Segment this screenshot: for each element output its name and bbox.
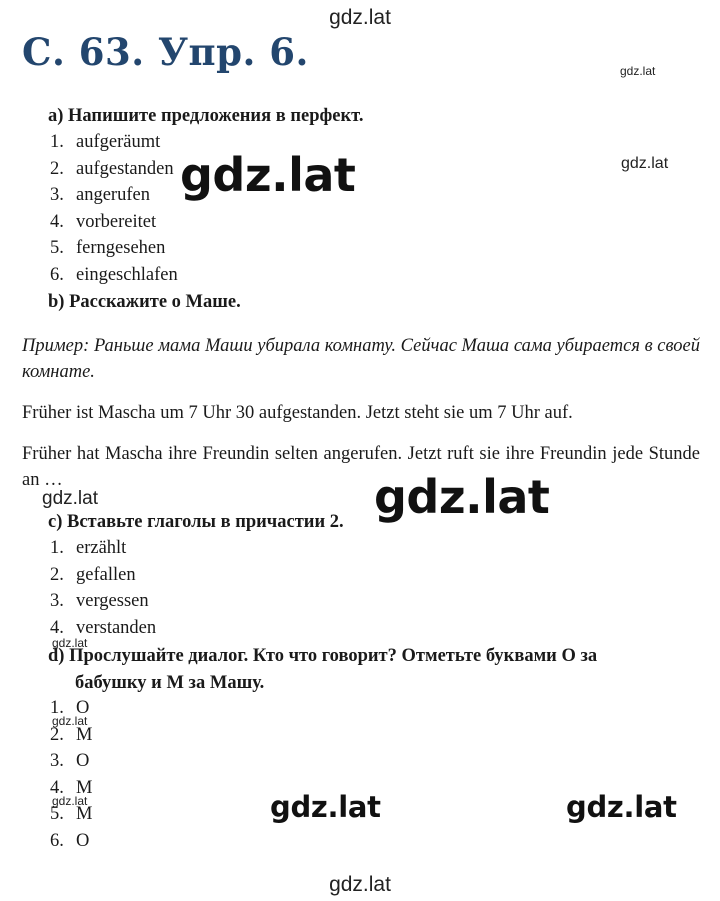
- section-d-item-3: 3. O: [50, 751, 90, 771]
- page-title: С. 63. Упр. 6.: [22, 30, 309, 74]
- item-text: O: [76, 698, 90, 718]
- section-d-heading-line-2: бабушку и М за Машу.: [75, 673, 265, 693]
- answer-paragraph-1: Früher ist Mascha um 7 Uhr 30 aufgestanden. Jetzt steht sie um 7 Uhr auf.: [22, 403, 573, 423]
- item-text: M: [76, 778, 93, 798]
- section-c-item-1: 1. erzählt: [50, 538, 127, 558]
- section-d-item-4: 4. M: [50, 778, 93, 798]
- watermark-top: gdz.lat: [329, 6, 391, 29]
- section-a-heading: а) Напишите предложения в перфект.: [48, 106, 364, 126]
- section-c-heading: c) Вставьте глаголы в причастии 2.: [48, 512, 344, 532]
- section-a-item-6: 6. eingeschlafen: [50, 265, 178, 285]
- item-text: O: [76, 751, 90, 771]
- watermark-small: gdz.lat: [52, 636, 88, 650]
- item-text: verstanden: [76, 618, 157, 638]
- section-d-heading-line-1: d) Прослушайте диалог. Кто что говорит? Отметьте буквами О за: [48, 646, 598, 666]
- section-c-item-3: 3. vergessen: [50, 591, 149, 611]
- section-a-item-3: 3. angerufen: [50, 185, 150, 205]
- section-a-item-1: 1. aufgeräumt: [50, 132, 161, 152]
- answer-paragraph-2: Früher hat Mascha ihre Freundin selten angerufen. Jetzt ruft sie ihre Freundin jede Stunde an …: [22, 444, 700, 490]
- item-text: aufgestanden: [76, 159, 174, 179]
- section-c-item-4: 4. verstanden: [50, 618, 157, 638]
- watermark-bottom: gdz.lat: [329, 873, 391, 896]
- watermark-small: gdz.lat: [621, 155, 669, 172]
- item-text: vergessen: [76, 591, 149, 611]
- section-d-item-5: 5. M: [50, 804, 93, 824]
- item-text: M: [76, 725, 93, 745]
- item-text: angerufen: [76, 185, 150, 205]
- section-c-item-2: 2. gefallen: [50, 565, 136, 585]
- section-b-heading: b) Расскажите о Маше.: [48, 292, 241, 312]
- watermark-small: gdz.lat: [42, 488, 98, 509]
- watermark-medium: gdz.lat: [566, 790, 677, 824]
- item-text: vorbereitet: [76, 212, 157, 232]
- section-d-item-1: 1. O: [50, 698, 90, 718]
- item-text: gefallen: [76, 565, 136, 585]
- section-a-item-5: 5. ferngesehen: [50, 238, 166, 258]
- item-text: aufgeräumt: [76, 132, 161, 152]
- watermark-small: gdz.lat: [52, 794, 88, 808]
- item-text: O: [76, 831, 90, 851]
- section-d-item-6: 6. O: [50, 831, 90, 851]
- example-text: Пример: Раньше мама Маши убирала комнату. Сейчас Маша сама убирается в своей комнате.: [22, 336, 700, 382]
- watermark-small: gdz.lat: [620, 64, 656, 78]
- item-text: ferngesehen: [76, 238, 166, 258]
- section-a-item-4: 4. vorbereitet: [50, 212, 157, 232]
- watermark-large: gdz.lat: [180, 148, 356, 202]
- item-text: M: [76, 804, 93, 824]
- watermark-large: gdz.lat: [374, 470, 550, 524]
- section-a-item-2: 2. aufgestanden: [50, 159, 174, 179]
- item-text: erzählt: [76, 538, 127, 558]
- section-d-item-2: 2. M: [50, 725, 93, 745]
- item-text: eingeschlafen: [76, 265, 178, 285]
- watermark-small: gdz.lat: [52, 714, 88, 728]
- watermark-medium: gdz.lat: [270, 790, 381, 824]
